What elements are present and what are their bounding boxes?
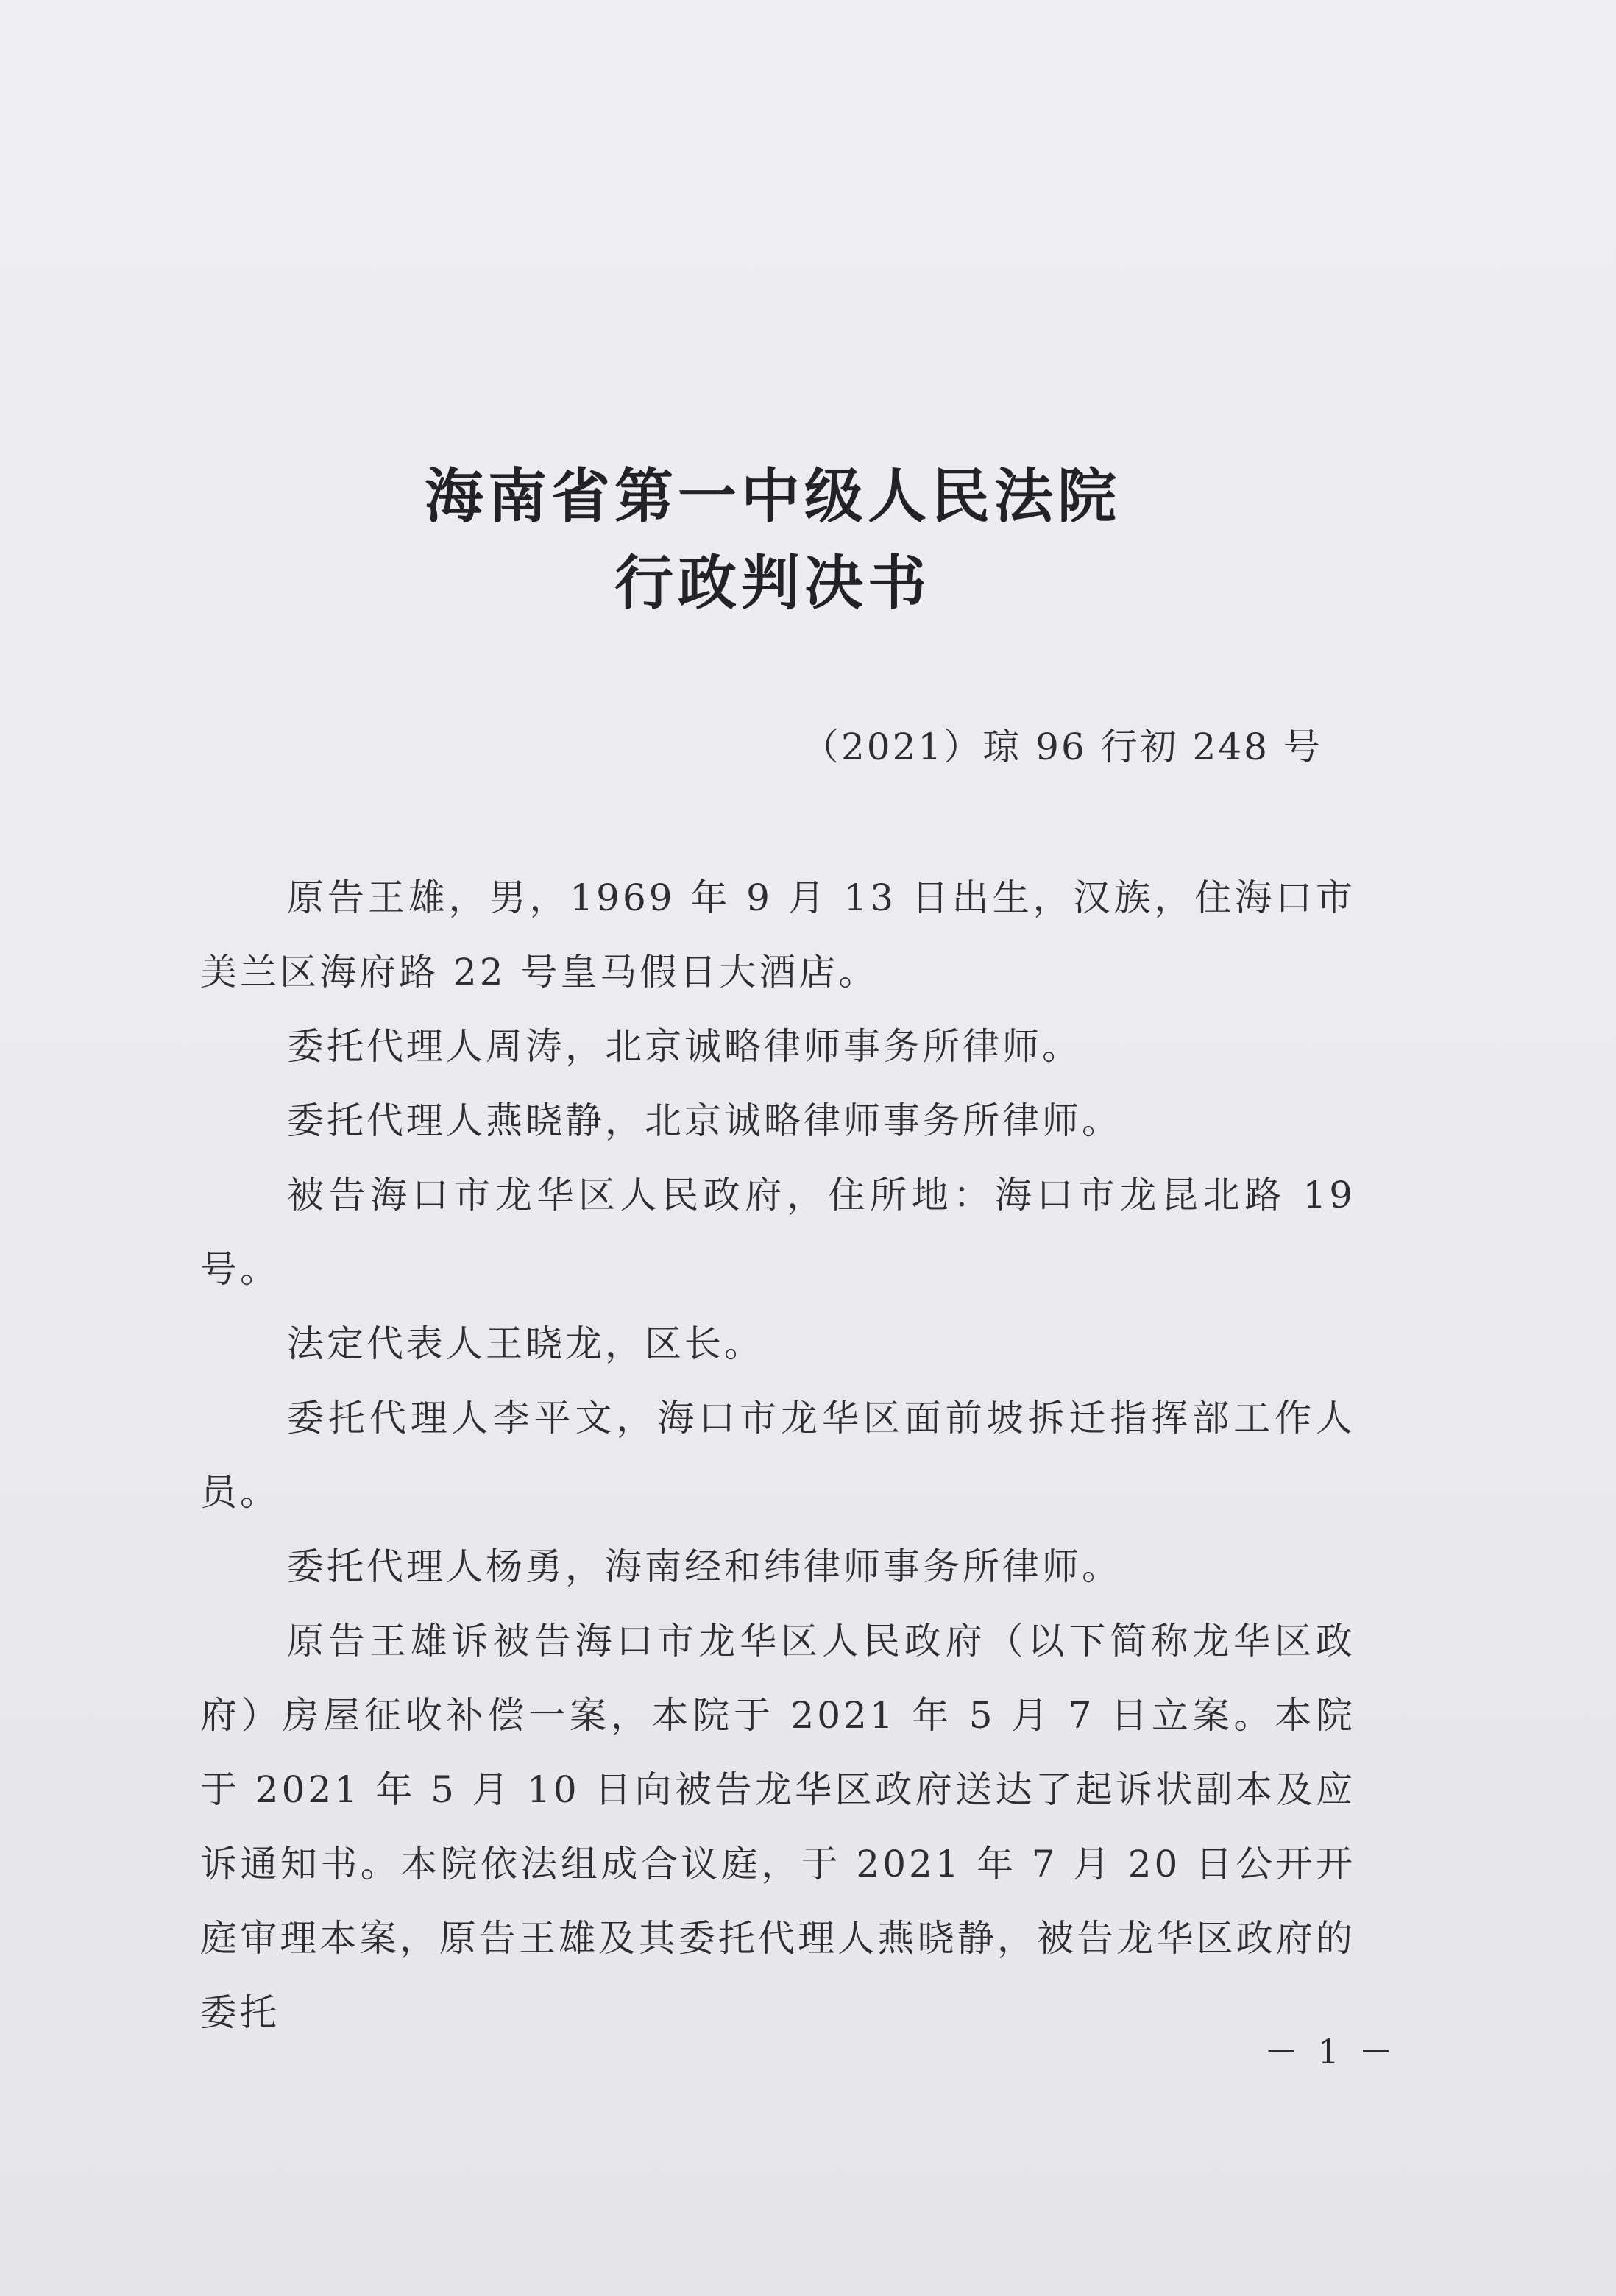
defendant-agent-2-paragraph: 委托代理人杨勇，海南经和纬律师事务所律师。: [287, 1545, 1121, 1588]
defendant-paragraph: 被告海口市龙华区人民政府，住所地：海口市龙昆北路 19 号。: [200, 1174, 1355, 1291]
case-number: （2021）琼 96 行初 248 号: [802, 726, 1322, 768]
court-name-title: 海南省第一中级人民法院: [425, 461, 1121, 531]
case-summary-paragraph: 原告王雄诉被告海口市龙华区人民政府（以下简称龙华区政府）房屋征收补偿一案，本院于 2021 年 5 月 7 日立案。本院于 2021 年 5 月 10 日向被告龙华区政府送达了起诉状副本及应诉通知书。本院依法组成合议庭，于 2021 年 7 月 20 日公开开庭审理本案，原告王雄及其委托代理人燕晓静，被告龙华区政府的委托: [200, 1620, 1355, 2034]
plaintiff-agent-2-paragraph: 委托代理人燕晓静，北京诚略律师事务所律师。: [287, 1099, 1121, 1142]
defendant-agent-1-paragraph: 委托代理人李平文，海口市龙华区面前坡拆迁指挥部工作人员。: [200, 1397, 1355, 1514]
legal-representative-paragraph: 法定代表人王晓龙，区长。: [287, 1322, 764, 1365]
document-type-title: 行政判决书: [614, 548, 931, 617]
document-body: [200, 861, 1355, 2050]
plaintiff-agent-1-paragraph: 委托代理人周涛，北京诚略律师事务所律师。: [287, 1025, 1082, 1068]
plaintiff-paragraph: 原告王雄，男，1969 年 9 月 13 日出生，汉族，住海口市美兰区海府路 22 号皇马假日大酒店。: [200, 876, 1355, 993]
page-number: － 1 －: [1264, 2032, 1397, 2072]
